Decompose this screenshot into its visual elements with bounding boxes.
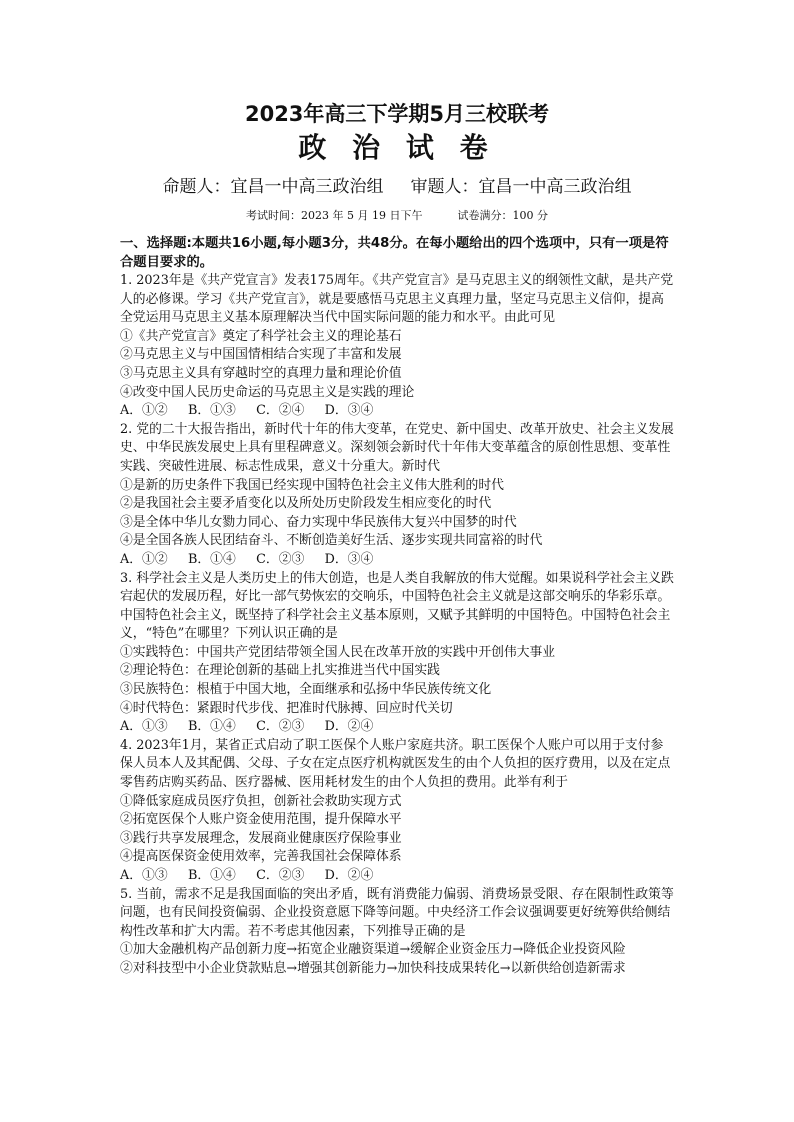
question-4 — [120, 737, 675, 886]
question-item: ①加大金融机构产品创新力度→拓宽企业融资渠道→缓解企业资金压力→降低企业投资风险 — [120, 942, 626, 958]
question-1 — [120, 272, 675, 421]
question-item: ④是全国各族人民团结奋斗、不断创造美好生活、逐步实现共同富裕的时代 — [120, 533, 543, 549]
question-item: ④改变中国人民历史命运的马克思主义是实践的理论 — [120, 384, 415, 400]
question-item: ②拓宽医保个人账户资金使用范围，提升保障水平 — [120, 812, 402, 828]
section-heading: 一、选择题:本题共16小题,每小题3分，共48分。在每小题给出的四个选项中，只有一项是符合题目要求的。 — [120, 236, 669, 270]
question-item: ①《共产党宣言》奠定了科学社会主义的理论基石 — [120, 328, 402, 344]
question-item: ②是我国社会主要矛盾变化以及所处历史阶段发生相应变化的时代 — [120, 496, 492, 512]
subject-title: 政 治 试 卷 — [298, 131, 496, 164]
question-2 — [120, 421, 675, 570]
question-5 — [120, 886, 675, 979]
question-item: ③马克思主义具有穿越时空的真理力量和理论价值 — [120, 365, 402, 381]
exam-title: 2023年高三下学期5月三校联考 — [244, 102, 550, 126]
question-3 — [120, 570, 675, 737]
exam-info-line: 考试时间：2023 年 5 月 19 日下午 试卷满分：100 分 — [246, 209, 548, 222]
question-item: ③践行共享发展理念，发展商业健康医疗保险事业 — [120, 830, 402, 846]
question-item: ②对科技型中小企业贷款贴息→增强其创新能力→加快科技成果转化→以新供给创造新需求 — [120, 960, 626, 976]
authors-line: 命题人：宜昌一中高三政治组 审题人：宜昌一中高三政治组 — [162, 177, 632, 197]
question-item: ①降低家庭成员医疗负担，创新社会救助实现方式 — [120, 793, 402, 809]
question-item: ④提高医保资金使用效率，完善我国社会保障体系 — [120, 849, 402, 865]
answer-options: A．①③ B．①④ C．②③ D．②④ — [120, 719, 374, 735]
question-item: ①实践特色：中国共产党团结带领全国人民在改革开放的实践中开创伟大事业 — [120, 644, 556, 660]
answer-options: A．①② B．①③ C．②④ D．③④ — [120, 403, 374, 419]
answer-options: A．①③ B．①④ C．②③ D．②④ — [120, 868, 374, 883]
question-stem: 2. 党的二十大报告指出，新时代十年的伟大变革，在党史、新中国史、改革开放史、社会主义发展史、中华民族发展史上具有里程碑意义。深刻领会新时代十年伟大变革蕴含的原创性思想、变革性实践、突破性进展、标志性成果，意义十分重大。新时代 — [120, 421, 674, 474]
exam-content — [120, 234, 675, 979]
question-stem: 5. 当前，需求不足是我国面临的突出矛盾，既有消费能力偏弱、消费场景受限、存在限制性政策等问题，也有民间投资偏弱、企业投资意愿下降等问题。中央经济工作会议强调要更好统筹供给侧结构性改革和扩大内需。若不考虑其他因素，下列推导正确的是 — [120, 886, 674, 939]
question-item: ②理论特色：在理论创新的基础上扎实推进当代中国实践 — [120, 663, 440, 679]
question-item: ③是全体中华儿女勠力同心、奋力实现中华民族伟大复兴中国梦的时代 — [120, 514, 517, 530]
question-stem: 3. 科学社会主义是人类历史上的伟大创造，也是人类自我解放的伟大觉醒。如果说科学社会主义跌宕起伏的发展历程，好比一部气势恢宏的交响乐，中国特色社会主义就是这部交响乐的华彩乐章。中国特色社会主义，既坚持了科学社会主义基本原则，又赋予其鲜明的中国特色。中国特色社会主义，“特色”在哪里？下列认识正确的是 — [120, 570, 674, 642]
question-stem: 1. 2023年是《共产党宣言》发表175周年。《共产党宣言》是马克思主义的纲领性文献，是共产党人的必修课。学习《共产党宣言》，就是要感悟马克思主义真理力量，坚定马克思主义信仰，提高全党运用马克思主义基本原理解决当代中国实际问题的能力和水平。由此可见 — [120, 273, 674, 326]
question-item: ④时代特色：紧跟时代步伐、把准时代脉搏、回应时代关切 — [120, 700, 453, 716]
question-item: ①是新的历史条件下我国已经实现中国特色社会主义伟大胜利的时代 — [120, 477, 504, 493]
answer-options: A．①② B．①④ C．②③ D．③④ — [120, 551, 374, 567]
question-item: ③民族特色：根植于中国大地，全面继承和弘扬中华民族传统文化 — [120, 682, 492, 698]
question-item: ②马克思主义与中国国情相结合实现了丰富和发展 — [120, 347, 402, 363]
question-stem: 4. 2023年1月，某省正式启动了职工医保个人账户家庭共济。职工医保个人账户可以用于支付参保人员本人及其配偶、父母、子女在定点医疗机构就医发生的由个人负担的医疗费用，以及在定点零售药店购买药品、医疗器械、医用耗材发生的由个人负担的费用。此举有利于 — [120, 737, 671, 791]
